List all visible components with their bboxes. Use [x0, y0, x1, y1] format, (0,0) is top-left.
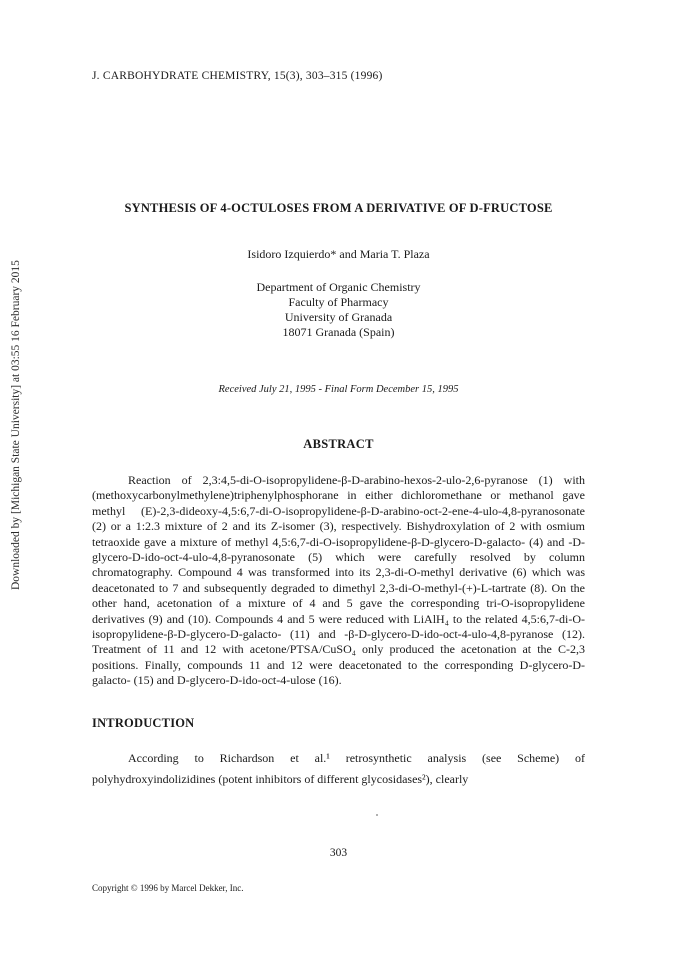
abstract-heading: ABSTRACT	[303, 437, 374, 451]
introduction-heading: INTRODUCTION	[92, 716, 195, 730]
affiliation-department: Department of Organic Chemistry	[256, 280, 421, 294]
affiliation-faculty: Faculty of Pharmacy	[288, 295, 389, 309]
affiliation-city: 18071 Granada (Spain)	[282, 325, 395, 339]
authors: Isidoro Izquierdo* and Maria T. Plaza	[247, 247, 430, 261]
copyright-notice: Copyright © 1996 by Marcel Dekker, Inc.	[92, 883, 244, 893]
received-dates: Received July 21, 1995 - Final Form December 15, 1995	[218, 384, 459, 395]
download-stamp: Downloaded by [Michigan State University] at 03:55 16 February 2015	[10, 260, 22, 590]
page-number: 303	[329, 847, 348, 859]
journal-header: J. CARBOHYDRATE CHEMISTRY, 15(3), 303–315 (1996)	[92, 70, 383, 82]
introduction-text: According to Richardson et al.¹ retrosynthetic analysis (see Scheme) of polyhydroxyindolizidines (potent inhibitors of different glycosidases²), clearly	[92, 751, 585, 786]
affiliation	[0, 280, 677, 340]
abstract-text: Reaction of 2,3:4,5-di-O-isopropylidene-β-D-arabino-hexos-2-ulo-2,6-pyranose (1) with (methoxycarbonylmethylene)triphenylphosphorane in either dichloromethane or methanol gave methyl (E)-2,3-dideoxy-4,5:6,7-di-O-isopropylidene-β-D-arabino-oct-2-ene-4-ulo-4,8-pyranosonate (2) or a 1:2.3 mixture of 2 and its Z-isomer (3), respectively. Bishydroxylation of 2 with osmium tetraoxide gave a mixture of methyl 4,5:6,7-di-O-isopropylidene-β-D-glycero-D-galacto- (4) and -D-glycero-D-ido-oct-4-ulo-4,8-pyranosonate (5) which were carefully resolved by column chromatography. Compound 4 was transformed into its 2,3-di-O-methyl derivative (6) which was deacetonated to 7 and subsequently degraded to dimethyl 2,3-di-O-methyl-(+)-L-tartrate (8). On the other hand, acetonation of a mixture of 4 and 5 gave the corresponding tri-O-isopropylidene derivatives (9) and (10). Compounds 4 and 5 were reduced with LiAlH₄ to the related 4,5:6,7-di-O-isopropylidene-β-D-glycero-D-galacto- (11) and -β-D-glycero-D-ido-oct-4-ulo-4,8-pyranose (12). Treatment of 11 and 12 with acetone/PTSA/CuSO₄ only produced the acetonation at the C-2,3 positions. Finally, compounds 11 and 12 were deacetonated to the corresponding D-glycero-D-galacto- (15) and D-glycero-D-ido-oct-4-ulose (16).	[92, 473, 585, 688]
affiliation-university: University of Granada	[284, 310, 393, 324]
stray-dot	[376, 814, 378, 816]
paper-title: SYNTHESIS OF 4-OCTULOSES FROM A DERIVATIVE OF D-FRUCTOSE	[124, 201, 553, 215]
